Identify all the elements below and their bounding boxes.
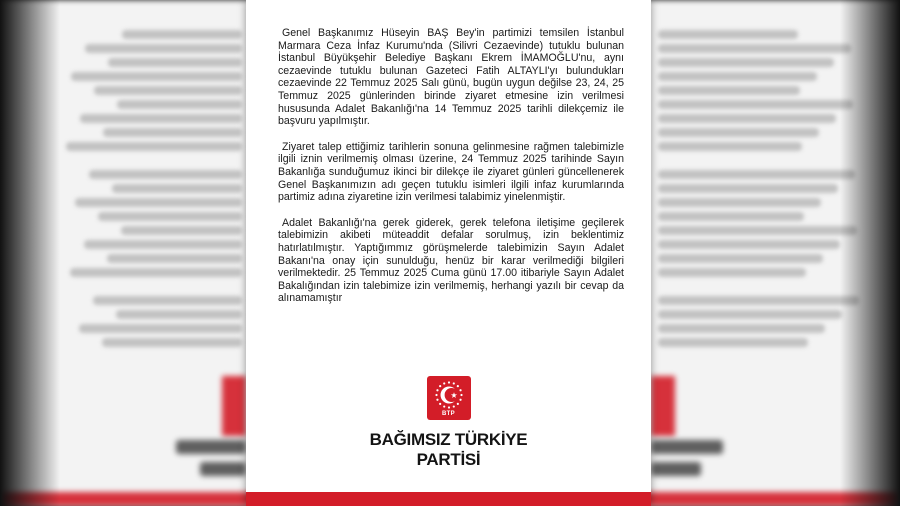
backdrop-vignette-left bbox=[0, 0, 60, 506]
backdrop-line bbox=[658, 226, 857, 235]
backdrop-line bbox=[658, 310, 842, 319]
backdrop-vignette-right bbox=[840, 0, 900, 506]
backdrop-line bbox=[75, 198, 242, 207]
backdrop-line bbox=[108, 58, 242, 67]
backdrop-line bbox=[658, 198, 821, 207]
backdrop-line bbox=[107, 254, 242, 263]
backdrop-line bbox=[71, 72, 242, 81]
backdrop-line bbox=[658, 72, 817, 81]
backdrop-line bbox=[122, 30, 242, 39]
backdrop-line bbox=[658, 338, 808, 347]
backdrop-blur-text-left bbox=[176, 440, 246, 454]
party-logo bbox=[246, 376, 651, 470]
backdrop-red-right bbox=[651, 376, 675, 436]
backdrop-line bbox=[658, 212, 804, 221]
bottom-red-bar bbox=[246, 492, 651, 506]
backdrop-line bbox=[102, 338, 242, 347]
backdrop-line bbox=[117, 100, 242, 109]
backdrop-line bbox=[658, 184, 838, 193]
backdrop-line bbox=[658, 170, 855, 179]
backdrop-line bbox=[658, 254, 823, 263]
backdrop-line bbox=[658, 44, 851, 53]
backdrop-line bbox=[658, 268, 806, 277]
backdrop-line bbox=[658, 58, 834, 67]
backdrop-line bbox=[84, 240, 242, 249]
backdrop-line bbox=[658, 128, 819, 137]
party-name-line1: BAĞIMSIZ TÜRKİYE bbox=[369, 430, 528, 449]
backdrop-blur-text-right bbox=[651, 440, 723, 454]
party-name-line2: PARTİSİ bbox=[416, 450, 481, 469]
backdrop-line bbox=[121, 226, 242, 235]
backdrop-line bbox=[116, 310, 242, 319]
backdrop-line bbox=[658, 324, 825, 333]
backdrop-line bbox=[89, 170, 242, 179]
backdrop-line bbox=[80, 114, 242, 123]
backdrop-line bbox=[94, 86, 242, 95]
backdrop-line bbox=[658, 240, 840, 249]
paragraph-1: Genel Başkanımız Hüseyin BAŞ Bey'in partimizi temsilen İstanbul Marmara Ceza İnfaz Kurumu'nda (Silivri Cezaevinde) tutuklu bulunan İstanbul Büyükşehir Belediye Başkanı Ekrem İMAMOĞLU'nu, aynı cezaevinde tutuklu bulunan Gazeteci Fatih ALTAYLI'yı bulundukları cezaevinde 22 Temmuz 2025 Salı günü, bugün uygun değilse 23, 24, 25 Temmuz 2025 günlerinden birinde ziyaret etmesine izin verilmesi hususunda Adalet Bakanlığı'na 14 Temmuz 2025 tarihli dilekçemiz ile başvuru yapılmıştır. bbox=[278, 27, 624, 128]
backdrop-line bbox=[93, 296, 242, 305]
statement-document bbox=[246, 0, 651, 506]
backdrop-line bbox=[658, 86, 800, 95]
backdrop-blur-text-left-2 bbox=[200, 462, 246, 476]
paragraph-2: Ziyaret talep ettiğimiz tarihlerin sonuna gelinmesine rağmen talebimizle ilgili iznin verilmemiş olması üzerine, 24 Temmuz 2025 tarihinde Sayın Bakanlığa sunduğumuz ikinci bir dilekçe ile ziyaret günleri güncellenerek Genel Başkanımızın adı geçen tutuklu isimleri ilgili infaz kurumlarında partimiz adına ziyaretine izin verilmesi talabimiz yinelenmiştir. bbox=[278, 140, 624, 204]
backdrop-line bbox=[658, 142, 802, 151]
backdrop-line bbox=[658, 114, 836, 123]
backdrop-line bbox=[70, 268, 242, 277]
paragraph-3: Adalet Bakanlığı'na gerek giderek, gerek telefona iletişime geçilerek talebimizin akibeti müteaddit defalar sorulmuş, izin beklentimiz hatırlatılmıştır. Yaptığımmız görüşmelerde talebimizin Sayın Adalet Bakanı'na onay için sunulduğu, henüz bir karar verilmediği bilgileri verilmektedir. 25 Temmuz 2025 Cuma günü 17.00 itibariyle Sayın Adalet Bakalığından izin talebimize izin verilmemiş, herhangi yazılı bir cevap da alınamamıştır bbox=[278, 216, 624, 305]
backdrop-line bbox=[85, 44, 242, 53]
backdrop-line bbox=[112, 184, 242, 193]
party-abbreviation: BTP bbox=[442, 411, 455, 417]
backdrop-line bbox=[79, 324, 242, 333]
backdrop-line bbox=[98, 212, 242, 221]
backdrop-line bbox=[658, 100, 853, 109]
backdrop-line bbox=[658, 296, 859, 305]
statement-body bbox=[278, 27, 624, 318]
backdrop-line bbox=[66, 142, 242, 151]
backdrop-line bbox=[658, 30, 798, 39]
backdrop-red-left bbox=[222, 376, 246, 436]
backdrop-blur-text-right-2 bbox=[651, 462, 701, 476]
party-emblem-icon bbox=[427, 376, 471, 420]
backdrop-line bbox=[103, 128, 242, 137]
